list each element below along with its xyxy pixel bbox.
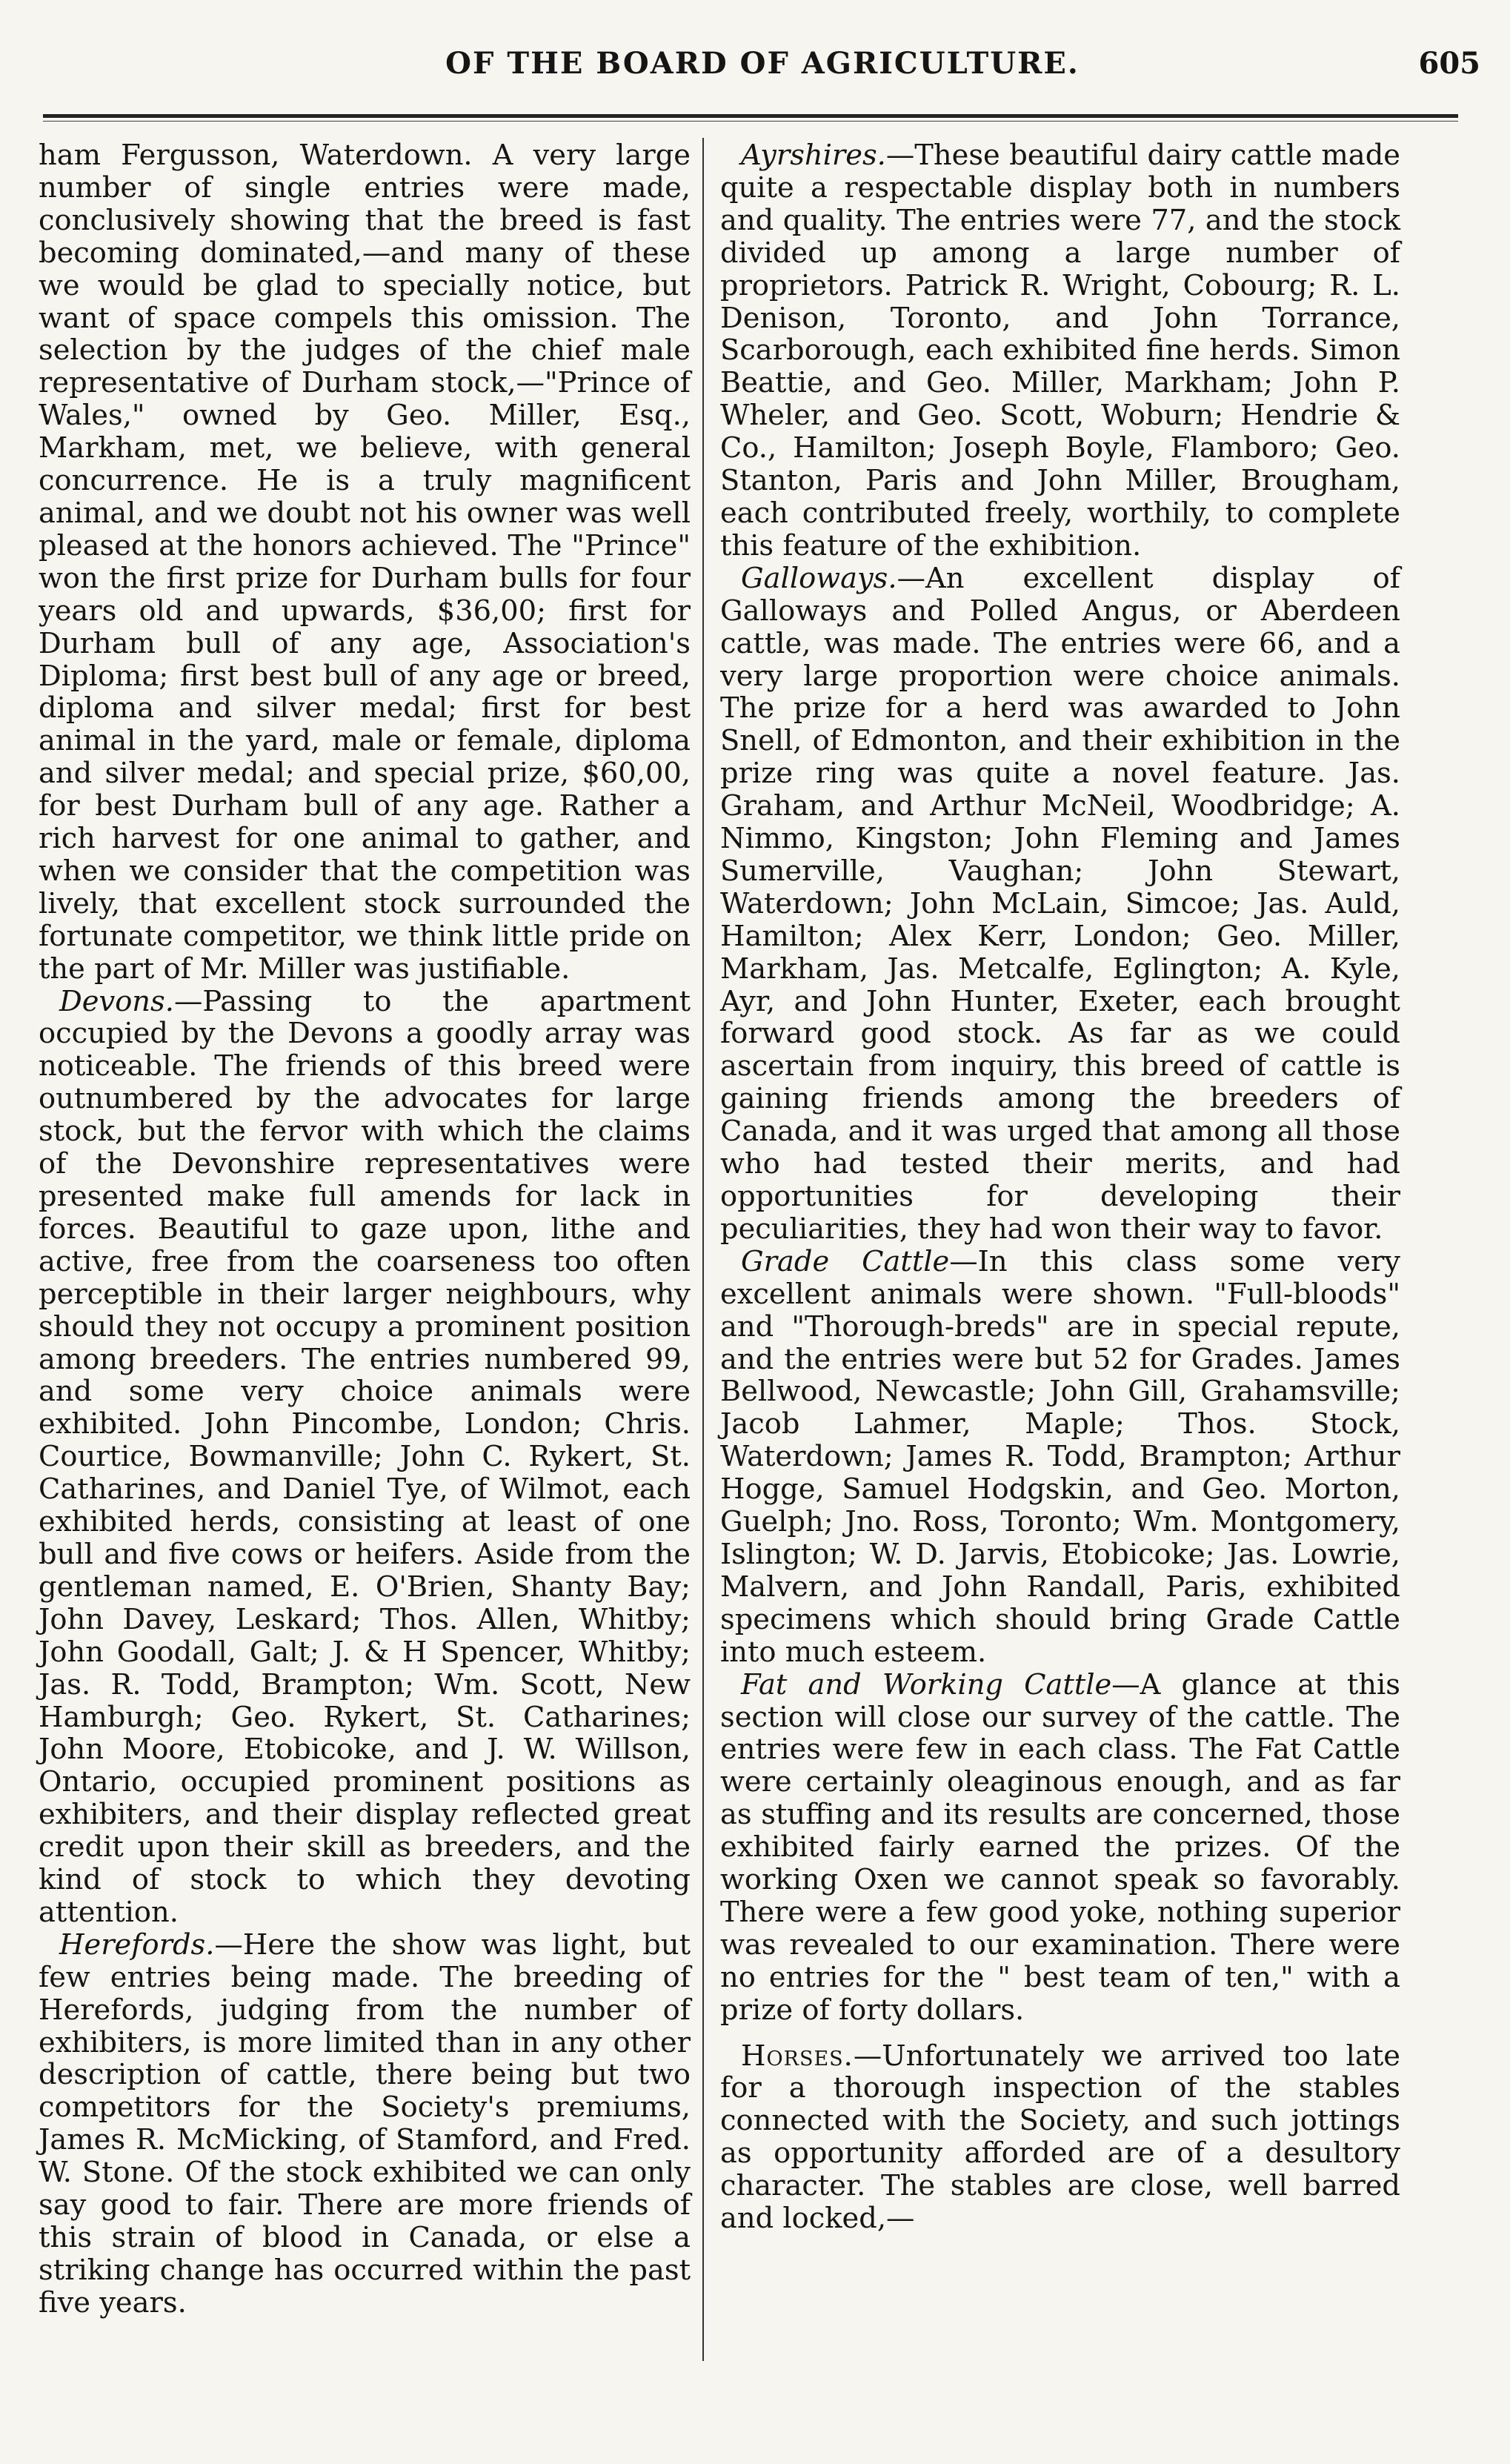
grade-cattle-paragraph — [720, 1246, 1400, 1669]
fat-working-cattle-text: —A glance at this section will close our survey of the cattle. The entries were few in each class. The Fat Cattle were certainly oleaginous enough, and as far as stuffing and its results are concerned, those exhibited fairly earned the prizes. Of the working Oxen we cannot speak so favorably. There were a few good yoke, nothing superior was revealed to our examination. There were no entries for the " best team of ten," with a prize of forty dollars. — [720, 1667, 1400, 2027]
running-title: OF THE BOARD OF AGRICULTURE. — [445, 46, 1080, 81]
header-rule — [43, 114, 1458, 122]
running-head — [44, 46, 1480, 90]
durham-paragraph: ham Fergusson, Waterdown. A very large number of single entries were made, conclusively showing that the breed is fast becoming dominated,—and many of these we would be glad to specially notice, but want of space compels this omission. The selection by the judges of the chief male representative of Durham stock,—"Prince of Wales," owned by Geo. Miller, Esq., Markham, met, we believe, with general concurrence. He is a truly magnificent animal, and we doubt not his owner was well pleased at the honors achieved. The "Prince" won the first prize for Durham bulls for four years old and upwards, $36,00; first for Durham bull of any age, Association's Diploma; first best bull of any age or breed, diploma and silver medal; first for best animal in the yard, male or female, diploma and silver medal; and special prize, $60,00, for best Durham bull of any age. Rather a rich harvest for one animal to gather, and when we consider that the competition was lively, that excellent stock surrounded the fortunate competitor, we think little pride on the part of Mr. Miller was justifiable. — [39, 139, 691, 986]
grade-cattle-text: —In this class some very excellent animals were shown. "Full-bloods" and "Thorough-breds" are in special repute, and the entries were but 52 for Grades. James Bellwood, Newcastle; John Gill, Grahamsville; Jacob Lahmer, Maple; Thos. Stock, Waterdown; James R. Todd, Brampton; Arthur Hogge, Samuel Hodgskin, and Geo. Morton, Guelph; Jno. Ross, Toronto; Wm. Montgomery, Islington; W. D. Jarvis, Etobicoke; Jas. Lowrie, Malvern, and John Randall, Paris, exhibited specimens which should bring Grade Cattle into much esteem. — [720, 1244, 1400, 1669]
herefords-paragraph — [39, 1929, 691, 2319]
herefords-heading: Herefords. — [59, 1927, 215, 1962]
horses-text: —Unfortunately we arrived too late for a thorough inspection of the stables connected with the Society, and such jottings as opportunity afforded are of a desultory character. The stables are close, well barred and locked,— — [720, 2039, 1400, 2236]
ayrshires-paragraph — [720, 139, 1400, 562]
fat-working-cattle-paragraph — [720, 1669, 1400, 2027]
galloways-heading: Galloways. — [741, 561, 897, 595]
devons-text: —Passing to the apartment occupied by the Devons a goodly array was noticeable. The friends of this breed were outnumbered by the advocates for large stock, but the fervor with which the claims of the Devonshire representatives were presented make full amends for lack in forces. Beautiful to gaze upon, lithe and active, free from the coarseness too often perceptible in their larger neighbours, why should they not occupy a prominent position among breeders. The entries numbered 99, and some very choice animals were exhibited. John Pincombe, London; Chris. Courtice, Bowmanville; John C. Rykert, St. Catharines, and Daniel Tye, of Wilmot, each exhibited herds, consisting at least of one bull and five cows or heifers. Aside from the gentleman named, E. O'Brien, Shanty Bay; John Davey, Leskard; Thos. Allen, Whitby; John Goodall, Galt; J. & H Spencer, Whitby; Jas. R. Todd, Brampton; Wm. Scott, New Hamburgh; Geo. Rykert, St. Catharines; John Moore, Etobicoke, and J. W. Willson, Ontario, occupied prominent positions as exhibiters, and their display reflected great credit upon their skill as breeders, and the kind of stock to which they devoting attention. — [39, 984, 691, 1929]
herefords-text: —Here the show was light, but few entries being made. The breeding of Herefords, judging from the number of exhibiters, is more limited than in any other description of cattle, there being but two competitors for the Society's premiums, James R. McMicking, of Stamford, and Fred. W. Stone. Of the stock exhibited we can only say good to fair. There are more friends of this strain of blood in Canada, or else a striking change has occurred within the past five years. — [39, 1927, 691, 2319]
horses-heading: Horses. — [741, 2039, 854, 2073]
column-rule — [702, 138, 704, 2361]
horses-paragraph — [720, 2040, 1400, 2235]
ayrshires-text: —These beautiful dairy cattle made quite a respectable display both in numbers and quality. The entries were 77, and the stock divided up among a large number of proprietors. Patrick R. Wright, Cobourg; R. L. Denison, Toronto, and John Torrance, Scarborough, each exhibited fine herds. Simon Beattie, and Geo. Miller, Markham; John P. Wheler, and Geo. Scott, Woburn; Hendrie & Co., Hamilton; Joseph Boyle, Flamboro; Geo. Stanton, Paris and John Miller, Brougham, each contributed freely, worthily, to complete this feature of the exhibition. — [720, 139, 1400, 562]
left-column — [39, 139, 691, 2319]
right-column — [720, 139, 1400, 2235]
page-number: 605 — [1418, 46, 1480, 81]
devons-paragraph — [39, 986, 691, 1929]
galloways-paragraph — [720, 562, 1400, 1246]
fat-working-cattle-heading: Fat and Working Cattle — [741, 1667, 1112, 1701]
galloways-text: —An excellent display of Galloways and Polled Angus, or Aberdeen cattle, was made. The entries were 66, and a very large proportion were choice animals. The prize for a herd was awarded to John Snell, of Edmonton, and their exhibition in the prize ring was quite a novel feature. Jas. Graham, and Arthur McNeil, Woodbridge; A. Nimmo, Kingston; John Fleming and James Sumerville, Vaughan; John Stewart, Waterdown; John McLain, Simcoe; Jas. Auld, Hamilton; Alex Kerr, London; Geo. Miller, Markham, Jas. Metcalfe, Eglington; A. Kyle, Ayr, and John Hunter, Exeter, each brought forward good stock. As far as we could ascertain from inquiry, this breed of cattle is gaining friends among the breeders of Canada, and it was urged that among all those who had tested their merits, and had opportunities for developing their peculiarities, they had won their way to favor. — [720, 561, 1400, 1246]
ayrshires-heading: Ayrshires. — [741, 139, 886, 172]
devons-heading: Devons. — [59, 984, 174, 1018]
grade-cattle-heading: Grade Cattle — [741, 1244, 950, 1278]
